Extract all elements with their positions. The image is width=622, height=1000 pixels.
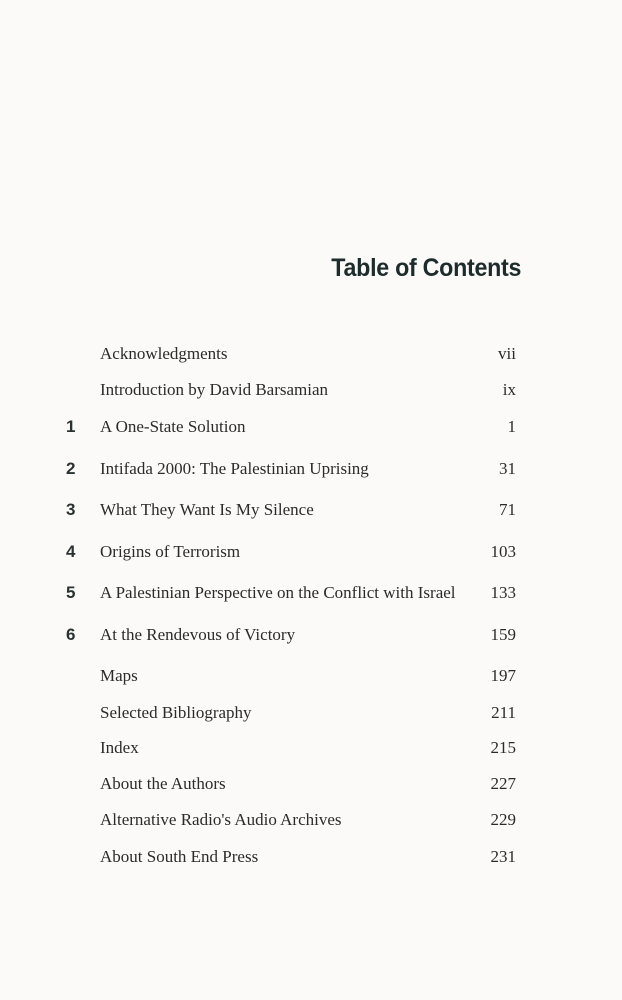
chapter-number: 3: [66, 500, 76, 519]
entry-title: A One-State Solution: [100, 417, 246, 436]
entry-title: Introduction by David Barsamian: [100, 380, 329, 399]
page-number: 71: [499, 500, 516, 519]
chapter-number: 2: [66, 459, 76, 478]
page-number: 1: [507, 417, 516, 436]
page-number: vii: [498, 344, 516, 363]
toc-entry: [0, 415, 622, 439]
chapter-number: 4: [66, 542, 76, 561]
entry-title: Alternative Radio's Audio Archives: [100, 810, 342, 829]
page-number: 197: [490, 666, 516, 685]
page-number: 133: [490, 583, 516, 602]
entry-title: Origins of Terrorism: [100, 542, 241, 561]
toc-entry: [0, 736, 622, 760]
page-number: 103: [490, 542, 516, 561]
toc-entry: [0, 378, 622, 402]
page-title: Table of Contents: [331, 254, 521, 282]
entry-title: About the Authors: [100, 774, 226, 793]
chapter-number: 5: [66, 583, 76, 602]
entry-title: What They Want Is My Silence: [100, 500, 314, 519]
page-number: ix: [502, 380, 516, 399]
toc-entry: [0, 701, 622, 725]
page-number: 227: [490, 774, 516, 793]
toc-entry: [0, 808, 622, 832]
page-number: 31: [499, 459, 516, 478]
entry-title: Index: [100, 738, 139, 757]
entry-title: Acknowledgments: [100, 344, 228, 363]
toc-entry: [0, 498, 622, 522]
page-number: 215: [490, 738, 516, 757]
toc-entry: [0, 845, 622, 869]
page-number: 231: [490, 847, 516, 866]
toc-entry: [0, 664, 622, 688]
entry-title: Maps: [100, 666, 138, 685]
entry-title: A Palestinian Perspective on the Conflict with Israel: [100, 583, 456, 602]
chapter-number: 1: [66, 417, 76, 436]
toc-entry: [0, 342, 622, 366]
chapter-number: 6: [66, 625, 76, 644]
page-number: 159: [490, 625, 516, 644]
toc-entry: [0, 540, 622, 564]
page-number: 211: [491, 703, 516, 722]
entry-title: About South End Press: [100, 847, 259, 866]
entry-title: At the Rendevous of Victory: [100, 625, 296, 644]
entry-title: Intifada 2000: The Palestinian Uprising: [100, 459, 369, 478]
entry-title: Selected Bibliography: [100, 703, 252, 722]
page-number: 229: [490, 810, 516, 829]
toc-entry: [0, 581, 622, 605]
toc-entry: [0, 772, 622, 796]
toc-entry: [0, 457, 622, 481]
toc-entry: [0, 623, 622, 647]
